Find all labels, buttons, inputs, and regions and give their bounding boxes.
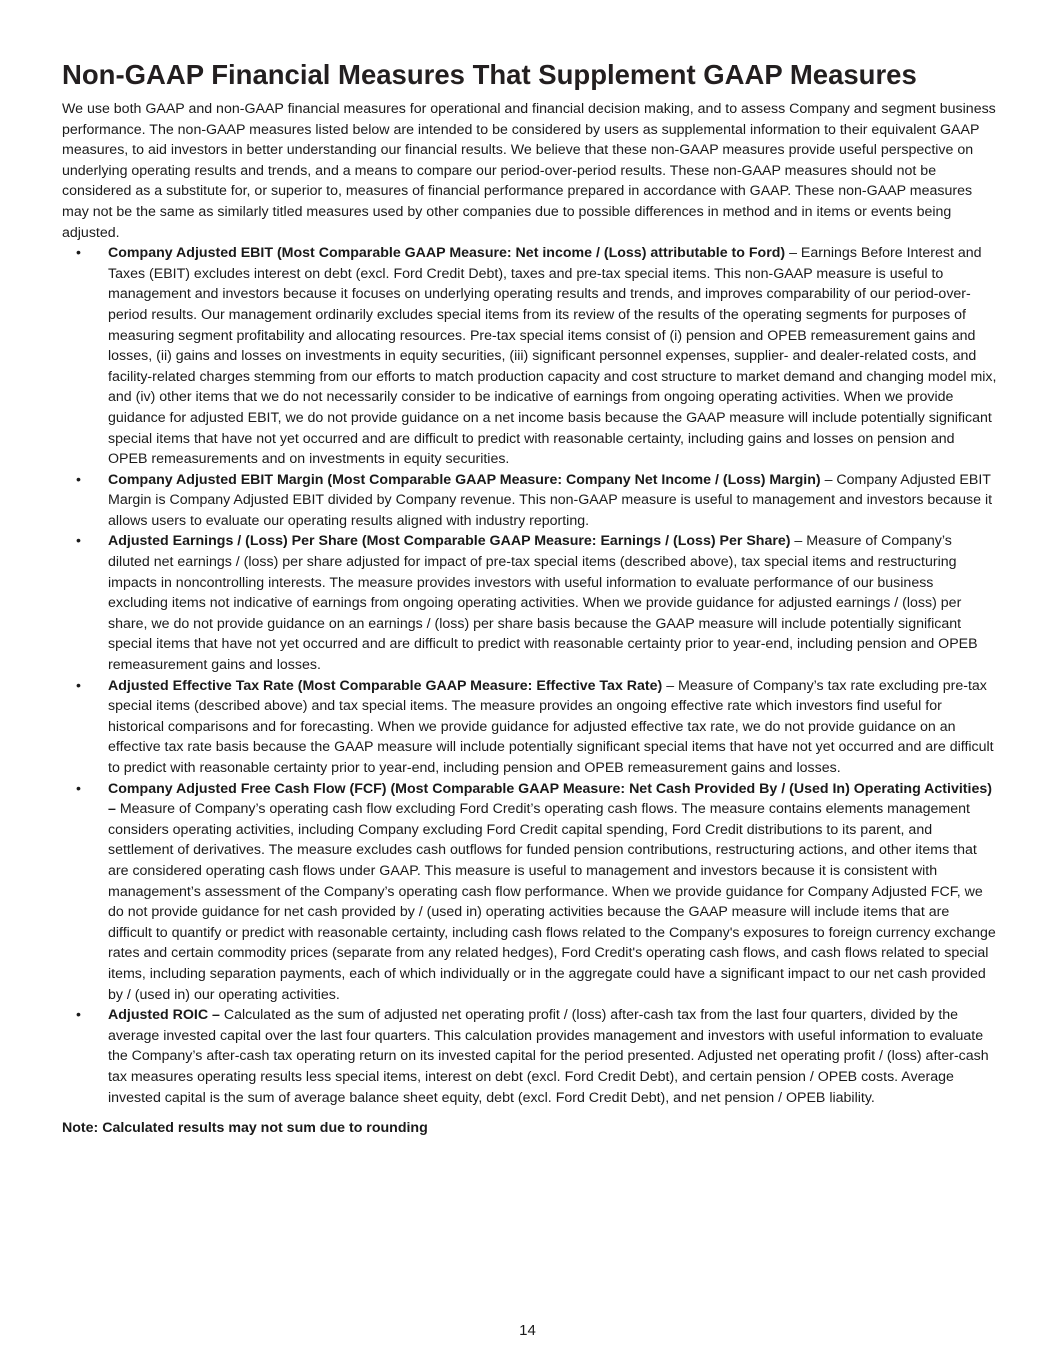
measure-description: – Earnings Before Interest and Taxes (EBIT) excludes interest on debt (excl. Ford Credit Debt), taxes and pre-tax special items. This non-GAAP measure is useful to management and investors because it focuses on underlying operating results and trends, and improves comparability of our period-over-period results. Our management ordinarily excludes special items from its review of the results of the operating segments for purposes of measuring segment profitability and allocating resources. Pre-tax special items consist of (i) pension and OPEB remeasurement gains and losses, (ii) gains and losses on investments in equity securities, (iii) significant personnel expenses, supplier- and dealer-related costs, and facility-related charges stemming from our efforts to match production capacity and cost structure to market demand and changing model mix, and (iv) other items that we do not necessarily consider to be indicative of earnings from ongoing operating activities. When we provide guidance for adjusted EBIT, we do not provide guidance on a net income basis because the GAAP measure will include potentially significant special items that have not yet occurred and are difficult to predict with reasonable certainty, including gains and losses on pension and OPEB remeasurements and on investments in equity securities. — [108, 245, 997, 468]
measure-description: Measure of Company’s operating cash flow excluding Ford Credit’s operating cash flows. The measure contains elements management considers operating activities, including Company excluding Ford Credit capital spending, Ford Credit distributions to its parent, and settlement of derivatives. The measure excludes cash outflows for funded pension contributions, restructuring actions, and other items that are considered operating cash flows under GAAP. This measure is useful to management and investors because it is consistent with management’s assessment of the Company’s operating cash flow performance. When we provide guidance for Company Adjusted FCF, we do not provide guidance for net cash provided by / (used in) operating activities because the GAAP measure will include items that are difficult to quantify or predict with reasonable certainty, including cash flows related to the Company's exposures to foreign currency exchange rates and certain commodity prices (separate from any related hedges), Ford Credit's operating cash flows, and cash flows related to special items, including separation payments, each of which individually or in the aggregate could have a significant impact to our net cash provided by / (used in) our operating activities. — [108, 801, 996, 1003]
measure-term: Adjusted Effective Tax Rate (Most Comparable GAAP Measure: Effective Tax Rate) — [108, 677, 663, 694]
measure-term: Adjusted Earnings / (Loss) Per Share (Most Comparable GAAP Measure: Earnings / (Loss) Per Share) — [108, 533, 791, 550]
bullet-icon: • — [76, 533, 81, 550]
measure-term: Company Adjusted Free Cash Flow (FCF) (Most Comparable GAAP Measure: Net Cash Provided By / (Used In) Operating Activities) – — [108, 780, 992, 818]
bullet-icon: • — [76, 677, 81, 694]
bullet-icon: • — [76, 1007, 81, 1024]
list-item — [62, 779, 997, 1006]
measure-description: – Company Adjusted EBIT Margin is Company Adjusted EBIT divided by Company revenue. This non-GAAP measure is useful to management and investors because it allows users to evaluate our operating results aligned with industry reporting. — [108, 471, 993, 529]
measure-description: – Measure of Company’s tax rate excluding pre-tax special items (described above) and tax special items. The measure provides an ongoing effective rate which investors find useful for historical comparisons and for forecasting. When we provide guidance for adjusted effective tax rate, we do not provide guidance on an effective tax rate basis because the GAAP measure will include potentially significant special items that have not yet occurred and are difficult to predict with reasonable certainty prior to year-end, including pension and OPEB remeasurement gains and losses. — [108, 677, 994, 776]
measure-description: – Measure of Company’s diluted net earnings / (loss) per share adjusted for impact of pre-tax special items (described above), tax special items and restructuring impacts in noncontrolling interests. The measure provides investors with useful information to evaluate performance of our business excluding items not indicative of earnings from ongoing operating activities. When we provide guidance for adjusted earnings / (loss) per share, we do not provide guidance on an earnings / (loss) per share basis because the GAAP measure will include potentially significant special items that have not yet occurred and are difficult to predict with reasonable certainty prior to year-end, including pension and OPEB remeasurement gains and losses. — [108, 533, 978, 674]
rounding-note: Note: Calculated results may not sum due to rounding — [62, 1120, 428, 1137]
bullet-icon: • — [76, 780, 81, 797]
measure-term: Company Adjusted EBIT (Most Comparable GAAP Measure: Net income / (Loss) attributable to Ford) — [108, 245, 786, 262]
list-item — [62, 1005, 997, 1108]
list-item — [62, 470, 997, 532]
measure-description: Calculated as the sum of adjusted net operating profit / (loss) after-cash tax from the last four quarters, divided by the average invested capital over the last four quarters. This calculation provides management and investors with useful information to evaluate the Company’s after-cash tax operating return on its invested capital for the period presented. Adjusted net operating profit / (loss) after-cash tax measures operating results less special items, interest on debt (excl. Ford Credit Debt), and certain pension / OPEB costs. Average invested capital is the sum of average balance sheet equity, debt (excl. Ford Credit Debt), and net pension / OPEB liability. — [108, 1007, 989, 1106]
page-number: 14 — [519, 1322, 536, 1339]
document-page — [62, 58, 997, 1136]
page-title: Non-GAAP Financial Measures That Supplement GAAP Measures — [62, 59, 917, 90]
measure-term: Company Adjusted EBIT Margin (Most Comparable GAAP Measure: Company Net Income / (Loss) Margin) — [108, 471, 821, 488]
list-item — [62, 243, 997, 470]
list-item — [62, 531, 997, 675]
bullet-icon: • — [76, 245, 81, 262]
measure-term: Adjusted ROIC – — [108, 1007, 220, 1024]
bullet-icon: • — [76, 471, 81, 488]
intro-paragraph: We use both GAAP and non-GAAP financial measures for operational and financial decision making, and to assess Company and segment business performance. The non-GAAP measures listed below are intended to be considered by users as supplemental information to their equivalent GAAP measures, to aid investors in better understanding our financial results. We believe that these non-GAAP measures provide useful perspective on underlying operating results and trends, and a means to compare our period-over-period results. These non-GAAP measures should not be considered as a substitute for, or superior to, measures of financial performance prepared in accordance with GAAP. These non-GAAP measures may not be the same as similarly titled measures used by other companies due to possible differences in method and in items or events being adjusted. — [62, 101, 996, 241]
list-item — [62, 676, 997, 779]
measures-list — [62, 243, 997, 1108]
